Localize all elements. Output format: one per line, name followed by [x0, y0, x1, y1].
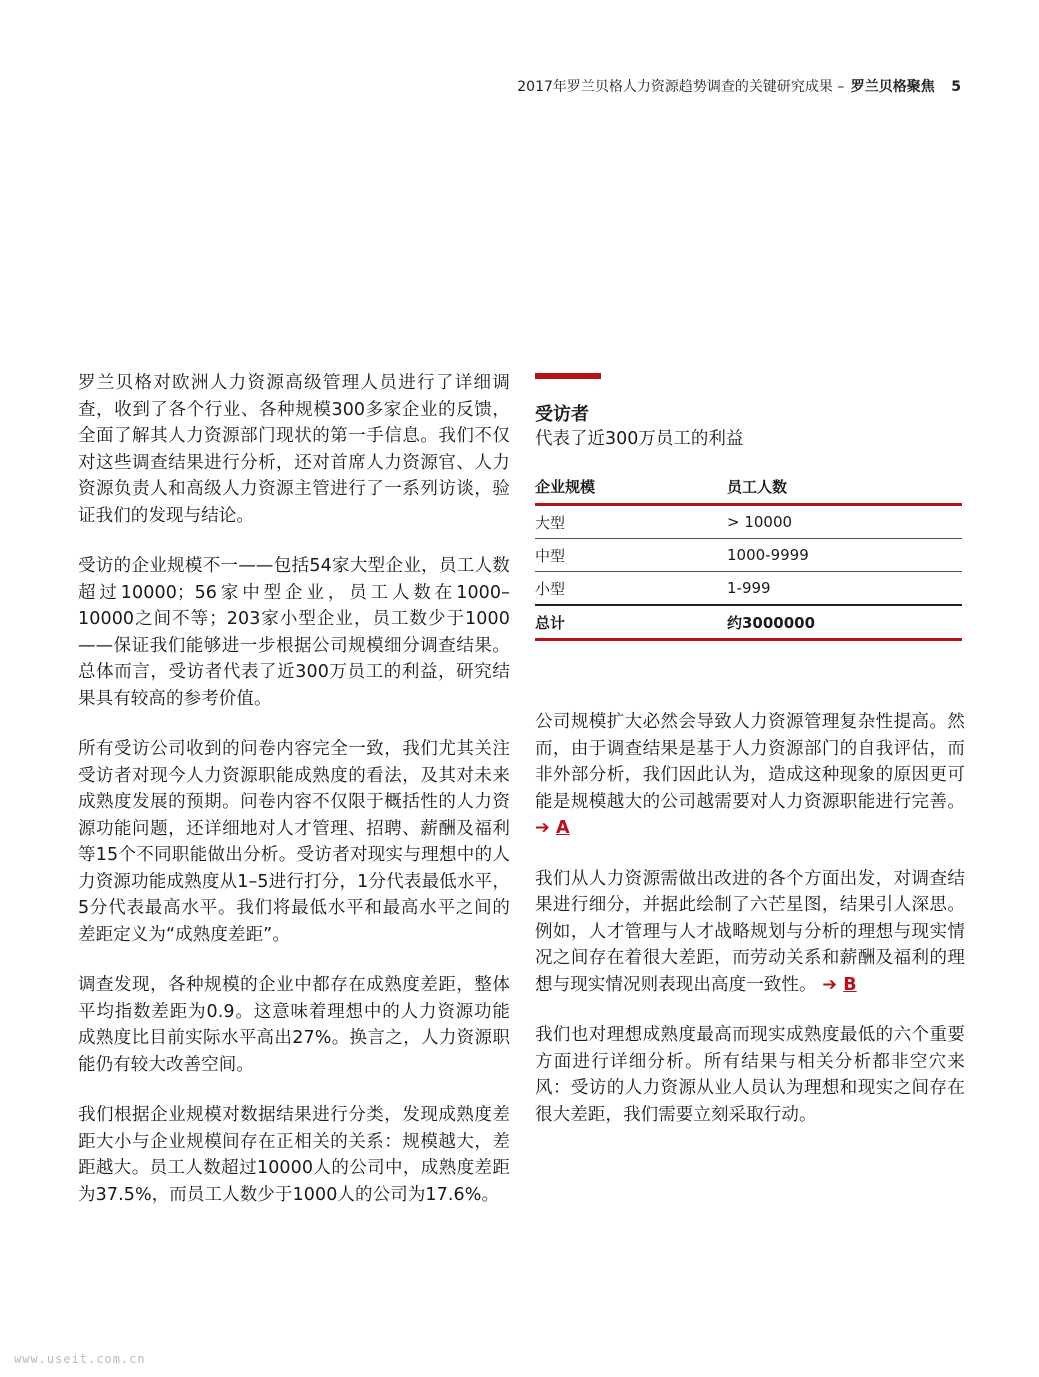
table-row — [535, 539, 962, 572]
table-row — [535, 505, 962, 539]
paragraph: 受访的企业规模不一——包括54家大型企业，员工人数超过10000；56家中型企业，员工人数在1000–10000之间不等；203家小型企业，员工数少于1000——保证我们能够进一步根据公司规模细分调查结果。总体而言，受访者代表了近300万员工的利益，研究结果具有较高的参考价值。 — [78, 556, 510, 709]
right-column — [535, 373, 965, 1152]
column-header: 员工人数 — [727, 475, 962, 505]
page-number: 5 — [951, 79, 961, 95]
paragraph-text: 公司规模扩大必然会导致人力资源管理复杂性提高。然而，由于调查结果是基于人力资源部门的自我评估，而非外部分析，我们因此认为，造成这种现象的原因更可能是规模越大的公司越需要对人力资源职能进行完善。 — [535, 712, 965, 812]
figure-ref-label: B — [843, 974, 857, 995]
column-header: 企业规模 — [535, 475, 727, 505]
paragraph-text: 我们从人力资源需做出改进的各个方面出发，对调查结果进行细分，并据此绘制了六芒星图，结果引人深思。例如，人才管理与人才战略规划与分析的理想与现实情况之间存在着很大差距，而劳动关系和薪酬及福利的理想与现实情况则表现出高度一致性。 — [535, 868, 965, 995]
company-size-table — [535, 475, 962, 641]
header-brand: 罗兰贝格聚焦 — [850, 79, 935, 95]
paragraph: 我们根据企业规模对数据结果进行分类，发现成熟度差距大小与企业规模间存在正相关的关系：规模越大，差距越大。员工人数超过10000人的公司中，成熟度差距为37.5%，而员工人数少于1000人的公司为17.6%。 — [78, 1105, 510, 1205]
page-header — [517, 76, 961, 96]
left-column — [78, 370, 510, 1232]
figure-ref-link[interactable] — [535, 818, 570, 838]
table-cell: > 10000 — [727, 505, 962, 539]
table-cell: 总计 — [535, 605, 727, 640]
table-cell: 1-999 — [727, 572, 962, 606]
watermark: www.useit.com.cn — [14, 1352, 146, 1366]
table-cell: 中型 — [535, 539, 727, 572]
table-cell: 大型 — [535, 505, 727, 539]
table-total-row — [535, 605, 962, 640]
table-row — [535, 572, 962, 606]
table-header-row — [535, 475, 962, 505]
respondents-title: 受访者 — [535, 404, 589, 425]
respondents-subtitle: 代表了近300万员工的利益 — [535, 429, 744, 449]
table-cell: 约3000000 — [727, 605, 962, 640]
figure-ref-label: A — [555, 818, 570, 838]
header-title: 2017年罗兰贝格人力资源趋势调查的关键研究成果 – — [517, 79, 845, 95]
table-cell: 1000-9999 — [727, 539, 962, 572]
paragraph: 调查发现，各种规模的企业中都存在成熟度差距，整体平均指数差距为0.9。这意味着理想中的人力资源功能成熟度比目前实际水平高出27%。换言之，人力资源职能仍有较大改善空间。 — [78, 975, 510, 1075]
arrow-icon: ➔ — [535, 818, 550, 838]
paragraph — [535, 866, 965, 999]
paragraph-text: 我们也对理想成熟度最高而现实成熟度最低的六个重要方面进行详细分析。所有结果与相关分析都非空穴来风：受访的人力资源从业人员认为理想和现实之间存在很大差距，我们需要立刻采取行动。 — [535, 1025, 965, 1125]
table-cell: 小型 — [535, 572, 727, 606]
paragraph: 罗兰贝格对欧洲人力资源高级管理人员进行了详细调查，收到了各个行业、各种规模300多家企业的反馈，全面了解其人力资源部门现状的第一手信息。我们不仅对这些调查结果进行分析，还对首席人力资源官、人力资源负责人和高级人力资源主管进行了一系列访谈，验证我们的发现与结论。 — [78, 373, 510, 526]
arrow-icon: ➔ — [822, 974, 838, 995]
accent-bar — [535, 373, 601, 379]
paragraph — [535, 709, 965, 842]
figure-ref-link[interactable] — [822, 975, 856, 995]
paragraph: 所有受访公司收到的问卷内容完全一致，我们尤其关注受访者对现今人力资源职能成熟度的看法，及其对未来成熟度发展的预期。问卷内容不仅限于概括性的人力资源功能问题，还详细地对人才管理、招聘、薪酬及福利等15个不同职能做出分析。受访者对现实与理想中的人力资源功能成熟度从1–5进行打分，1分代表最低水平，5分代表最高水平。我们将最低水平和最高水平之间的差距定义为“成熟度差距”。 — [78, 739, 510, 945]
paragraph — [535, 1022, 965, 1128]
